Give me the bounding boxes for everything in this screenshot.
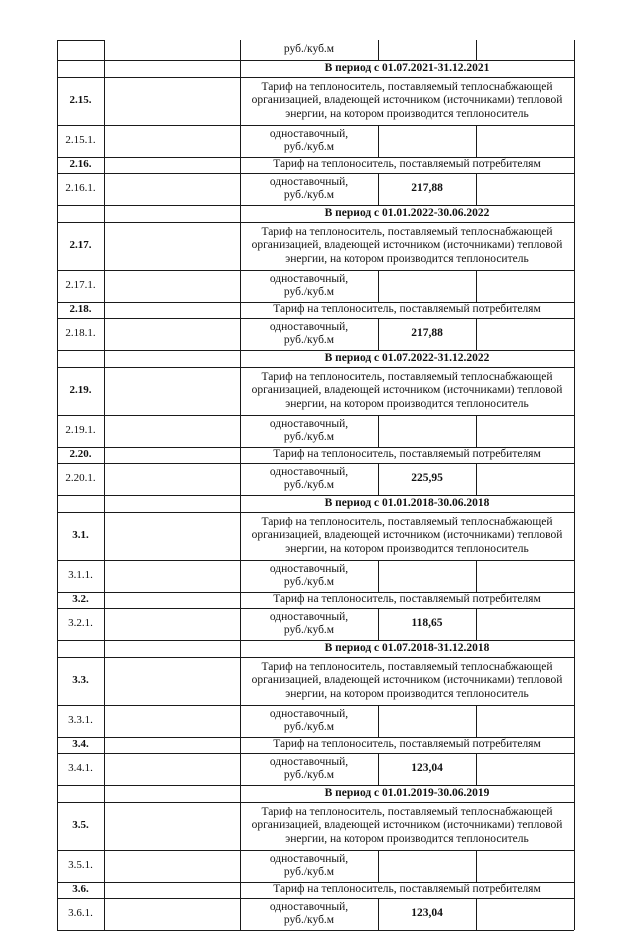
row-number: 2.16. bbox=[69, 158, 92, 171]
tariff-value bbox=[378, 415, 476, 447]
unit-label: руб./куб.м bbox=[283, 721, 335, 733]
period-heading: В период с 01.01.2019-30.06.2019 bbox=[324, 786, 490, 799]
rate-type-label: одноставочный, bbox=[269, 417, 349, 430]
row-number: 3.6.1. bbox=[68, 907, 93, 920]
unit-cell bbox=[240, 705, 378, 737]
row-number: 2.18. bbox=[69, 303, 92, 316]
table-rule bbox=[378, 850, 379, 882]
tariff-value: 123,04 bbox=[411, 907, 443, 920]
table-rule bbox=[378, 608, 379, 640]
table-rule bbox=[378, 753, 379, 785]
tariff-description: Тариф на теплоноситель, поставляемый потребителям bbox=[273, 158, 541, 171]
period-heading: В период с 01.01.2022-30.06.2022 bbox=[324, 206, 490, 219]
tariff-description: Тариф на теплоноситель, поставляемый теплоснабжающей организацией, владеющей источником (источниками) тепловой энергии, на котором производится теплоноситель bbox=[251, 515, 563, 555]
tariff-description: Тариф на теплоноситель, поставляемый теплоснабжающей организацией, владеющей источником (источниками) тепловой энергии, на котором производится теплоноситель bbox=[251, 805, 563, 845]
tariff-value bbox=[378, 125, 476, 157]
table-rule bbox=[574, 40, 575, 930]
table-rule bbox=[240, 40, 241, 930]
table-rule bbox=[476, 40, 477, 60]
row-number: 2.20.1. bbox=[65, 472, 96, 485]
tariff-description: Тариф на теплоноситель, поставляемый теплоснабжающей организацией, владеющей источником (источниками) тепловой энергии, на котором производится теплоноситель bbox=[251, 370, 563, 410]
tariff-value: 217,88 bbox=[411, 327, 443, 340]
table-rule bbox=[476, 705, 477, 737]
row-number: 3.3.1. bbox=[68, 714, 93, 727]
tariff-value bbox=[378, 270, 476, 302]
table-rule bbox=[378, 173, 379, 205]
unit-label: руб./куб.м bbox=[283, 769, 335, 781]
table-rule bbox=[57, 40, 58, 930]
rate-type-label: одноставочный, bbox=[269, 755, 349, 768]
table-rule bbox=[378, 705, 379, 737]
unit-cell bbox=[240, 560, 378, 592]
rate-type-label: одноставочный, bbox=[269, 707, 349, 720]
unit-cell bbox=[240, 173, 378, 205]
row-number: 2.15. bbox=[69, 94, 92, 107]
unit-cell bbox=[240, 463, 378, 495]
unit-cell bbox=[240, 40, 378, 60]
row-number: 3.1. bbox=[72, 529, 89, 542]
rate-type-label: одноставочный, bbox=[269, 852, 349, 865]
tariff-value: 123,04 bbox=[411, 762, 443, 775]
table-rule bbox=[476, 753, 477, 785]
table-rule bbox=[378, 318, 379, 350]
tariff-description: Тариф на теплоноситель, поставляемый потребителям bbox=[273, 303, 541, 316]
tariff-value: 217,88 bbox=[411, 182, 443, 195]
tariff-value bbox=[378, 850, 476, 882]
row-number: 2.17. bbox=[69, 239, 92, 252]
unit-label: руб./куб.м bbox=[283, 576, 335, 588]
unit-label: руб./куб.м bbox=[283, 431, 335, 443]
unit-cell bbox=[240, 125, 378, 157]
table-rule bbox=[476, 463, 477, 495]
table-rule bbox=[378, 40, 379, 60]
table-rule bbox=[476, 608, 477, 640]
unit-cell bbox=[240, 753, 378, 785]
unit-cell bbox=[240, 608, 378, 640]
tariff-value: 118,65 bbox=[411, 617, 443, 630]
unit-cell bbox=[240, 318, 378, 350]
row-number: 2.19.1. bbox=[65, 424, 96, 437]
table-rule bbox=[476, 850, 477, 882]
row-number: 2.19. bbox=[69, 384, 92, 397]
table-rule bbox=[378, 560, 379, 592]
table-rule bbox=[476, 318, 477, 350]
table-rule bbox=[476, 173, 477, 205]
table-rule bbox=[476, 125, 477, 157]
tariff-description: Тариф на теплоноситель, поставляемый теплоснабжающей организацией, владеющей источником (источниками) тепловой энергии, на котором производится теплоноситель bbox=[251, 80, 563, 120]
unit-cell bbox=[240, 415, 378, 447]
unit-cell bbox=[240, 270, 378, 302]
tariff-value bbox=[378, 705, 476, 737]
table-rule bbox=[476, 415, 477, 447]
row-number: 2.17.1. bbox=[65, 279, 96, 292]
tariff-value: 225,95 bbox=[411, 472, 443, 485]
rate-type-label: одноставочный, bbox=[269, 562, 349, 575]
tariff-description: Тариф на теплоноситель, поставляемый теплоснабжающей организацией, владеющей источником (источниками) тепловой энергии, на котором производится теплоноситель bbox=[251, 660, 563, 700]
row-number: 3.6. bbox=[72, 883, 89, 896]
rate-type-label: одноставочный, bbox=[269, 465, 349, 478]
row-number: 3.1.1. bbox=[68, 569, 93, 582]
rate-type-label: одноставочный, bbox=[269, 900, 349, 913]
unit-label: руб./куб.м bbox=[283, 866, 335, 878]
row-number: 3.4. bbox=[72, 738, 89, 751]
row-number: 2.20. bbox=[69, 448, 92, 461]
tariff-description: Тариф на теплоноситель, поставляемый потребителям bbox=[273, 448, 541, 461]
rate-type-label: одноставочный, bbox=[269, 127, 349, 140]
tariff-value bbox=[378, 560, 476, 592]
rate-type-label: одноставочный, bbox=[269, 610, 349, 623]
unit-label: руб./куб.м bbox=[283, 43, 335, 56]
period-heading: В период с 01.07.2021-31.12.2021 bbox=[324, 61, 490, 74]
table-rule bbox=[378, 125, 379, 157]
unit-label: руб./куб.м bbox=[283, 286, 335, 298]
row-number: 3.4.1. bbox=[68, 762, 93, 775]
unit-label: руб./куб.м bbox=[283, 479, 335, 491]
table-rule bbox=[104, 40, 105, 930]
period-heading: В период с 01.07.2022-31.12.2022 bbox=[324, 351, 490, 364]
row-number: 3.3. bbox=[72, 674, 89, 687]
table-rule bbox=[378, 270, 379, 302]
table-rule bbox=[476, 270, 477, 302]
table-rule bbox=[378, 415, 379, 447]
rate-type-label: одноставочный, bbox=[269, 175, 349, 188]
row-number: 3.5.1. bbox=[68, 859, 93, 872]
unit-label: руб./куб.м bbox=[283, 624, 335, 636]
unit-cell bbox=[240, 850, 378, 882]
rate-type-label: одноставочный, bbox=[269, 272, 349, 285]
tariff-description: Тариф на теплоноситель, поставляемый потребителям bbox=[273, 593, 541, 606]
tariff-description: Тариф на теплоноситель, поставляемый теплоснабжающей организацией, владеющей источником (источниками) тепловой энергии, на котором производится теплоноситель bbox=[251, 225, 563, 265]
table-rule bbox=[57, 40, 104, 41]
row-number: 2.18.1. bbox=[65, 327, 96, 340]
tariff-description: Тариф на теплоноситель, поставляемый потребителям bbox=[273, 883, 541, 896]
row-number: 2.15.1. bbox=[65, 134, 96, 147]
unit-label: руб./куб.м bbox=[283, 334, 335, 346]
unit-label: руб./куб.м bbox=[283, 914, 335, 926]
row-number: 3.2. bbox=[72, 593, 89, 606]
tariff-description: Тариф на теплоноситель, поставляемый потребителям bbox=[273, 738, 541, 751]
rate-type-label: одноставочный, bbox=[269, 320, 349, 333]
table-rule bbox=[378, 463, 379, 495]
table-rule bbox=[476, 560, 477, 592]
row-number: 2.16.1. bbox=[65, 182, 96, 195]
row-number: 3.5. bbox=[72, 819, 89, 832]
unit-label: руб./куб.м bbox=[283, 141, 335, 153]
period-heading: В период с 01.07.2018-31.12.2018 bbox=[324, 641, 490, 654]
period-heading: В период с 01.01.2018-30.06.2018 bbox=[324, 496, 490, 509]
row-number: 3.2.1. bbox=[68, 617, 93, 630]
unit-label: руб./куб.м bbox=[283, 189, 335, 201]
